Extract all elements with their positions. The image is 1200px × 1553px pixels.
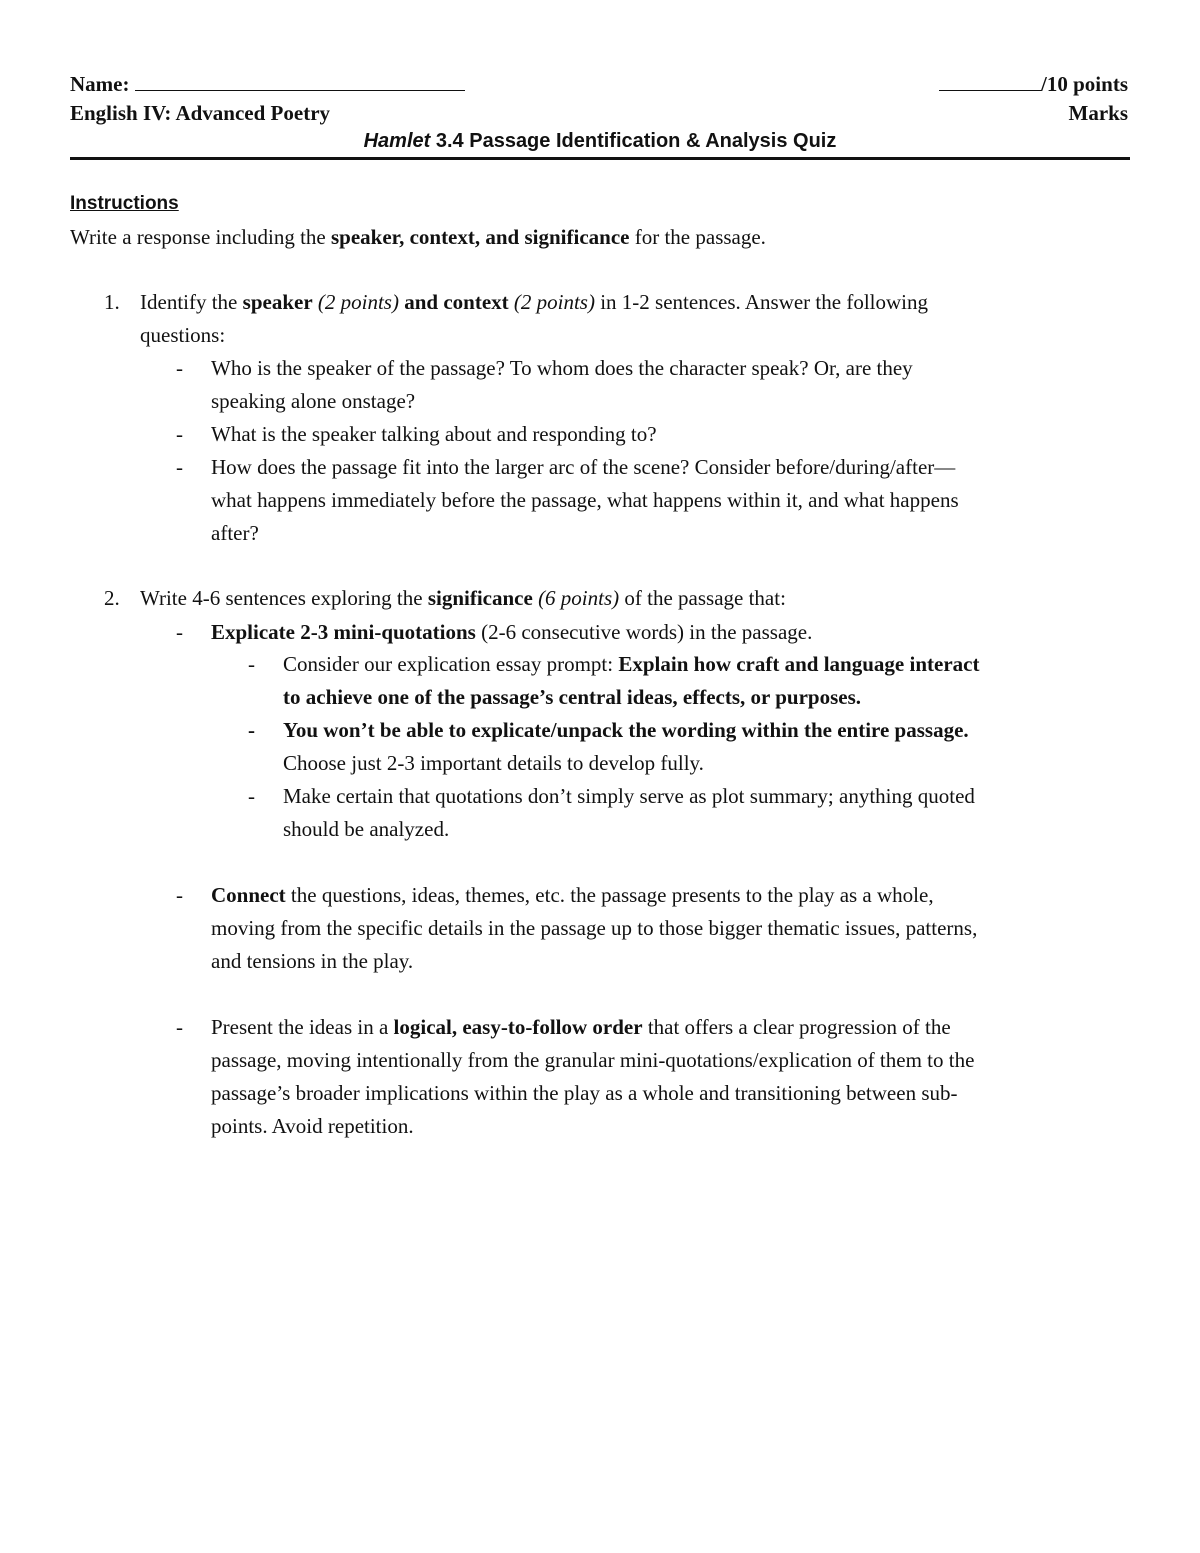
points-field xyxy=(939,72,1128,97)
present-line-3: passage’s broader implications within the play as a whole and transitioning between sub- xyxy=(211,1081,958,1105)
item-1-number: 1. xyxy=(104,290,120,314)
explicate-rest: (2-6 consecutive words) in the passage. xyxy=(475,620,813,644)
page-title xyxy=(70,130,1130,153)
item-1-bullet-3-cont-1: what happens immediately before the passage, what happens within it, and what happens xyxy=(211,488,959,512)
sub-bullet-3: Make certain that quotations don’t simply serve as plot summary; anything quoted xyxy=(283,784,975,808)
bullet-marker-bold: - xyxy=(248,718,255,742)
sub-bullet-1 xyxy=(283,652,979,677)
item-1-line-2: questions: xyxy=(140,323,226,347)
present-text: Present the ideas in a xyxy=(211,1015,394,1039)
item-1-text: Identify the xyxy=(140,290,243,314)
item-1-text-end: in 1-2 sentences. Answer the following xyxy=(594,290,928,314)
item-1-bullet-1: Who is the speaker of the passage? To whom does the character speak? Or, are they xyxy=(211,356,913,380)
present-line-1 xyxy=(211,1015,951,1040)
item-1-bullet-1-cont: speaking alone onstage? xyxy=(211,389,416,413)
sub-bullet-3-cont: should be analyzed. xyxy=(283,817,450,841)
bullet-marker: - xyxy=(176,883,183,907)
instructions-heading: Instructions xyxy=(70,193,179,214)
item-1-line-1 xyxy=(140,290,928,315)
title-rest: 3.4 Passage Identification & Analysis Quiz xyxy=(430,130,837,152)
bullet-marker: - xyxy=(248,784,255,808)
marks-label: Marks xyxy=(1068,101,1128,125)
present-rest: that offers a clear progression of the xyxy=(642,1015,951,1039)
item-1-context: and context xyxy=(404,290,509,314)
present-bold: logical, easy-to-follow order xyxy=(393,1015,643,1039)
header-divider xyxy=(70,157,1130,160)
points-blank[interactable] xyxy=(939,73,1041,91)
sub-bullet-1-prompt-cont: to achieve one of the passage’s central ideas, effects, or purposes. xyxy=(283,685,861,709)
sub-bullet-2-bold: You won’t be able to explicate/unpack the wording within the entire passage. xyxy=(283,718,969,742)
name-blank[interactable] xyxy=(135,73,465,91)
item-1-bullet-3-cont-2: after? xyxy=(211,521,259,545)
bullet-marker: - xyxy=(176,1015,183,1039)
name-label: Name: xyxy=(70,72,130,96)
connect-line-2: moving from the specific details in the passage up to those bigger thematic issues, patterns, xyxy=(211,916,978,940)
item-1-bullet-2: What is the speaker talking about and responding to? xyxy=(211,422,657,446)
item-2-text-end: of the passage that: xyxy=(619,586,786,610)
bullet-marker: - xyxy=(248,652,255,676)
sub-bullet-1-text: Consider our explication essay prompt: xyxy=(283,652,619,676)
item-2-explicate xyxy=(211,620,812,645)
item-1-bullet-3: How does the passage fit into the larger arc of the scene? Consider before/during/after— xyxy=(211,455,956,479)
sub-bullet-2 xyxy=(283,718,969,743)
instructions-text-a: Write a response including the xyxy=(70,225,331,249)
item-2-line-1 xyxy=(140,586,786,611)
item-2-number: 2. xyxy=(104,586,120,610)
explicate-bold: Explicate 2-3 mini-quotations xyxy=(211,620,476,644)
sub-bullet-1-cont xyxy=(283,685,861,710)
sub-bullet-2-cont: Choose just 2-3 important details to develop fully. xyxy=(283,751,704,775)
title-play-name: Hamlet xyxy=(363,130,431,152)
course-label: English IV: Advanced Poetry xyxy=(70,101,331,125)
header-row-2 xyxy=(70,101,1130,126)
points-label: /10 points xyxy=(1041,72,1128,96)
item-1-points-b: (2 points) xyxy=(513,290,595,314)
connect-line-1 xyxy=(211,883,934,908)
item-2-points: (6 points) xyxy=(538,586,620,610)
bullet-marker: - xyxy=(176,620,183,644)
item-2-text: Write 4-6 sentences exploring the xyxy=(140,586,428,610)
bullet-marker: - xyxy=(176,422,183,446)
sub-bullet-1-prompt: Explain how craft and language interact xyxy=(618,652,980,676)
instructions-text-b: speaker, context, and significance xyxy=(331,225,630,249)
instructions-text-c: for the passage. xyxy=(629,225,766,249)
bullet-marker: - xyxy=(176,356,183,380)
bullet-marker xyxy=(248,718,255,743)
bullet-marker: - xyxy=(176,455,183,479)
present-line-2: passage, moving intentionally from the granular mini-quotations/explication of them to the xyxy=(211,1048,975,1072)
instructions-text xyxy=(70,225,766,250)
present-line-4: points. Avoid repetition. xyxy=(211,1114,414,1138)
item-2-significance: significance xyxy=(427,586,533,610)
connect-rest: the questions, ideas, themes, etc. the passage presents to the play as a whole, xyxy=(285,883,934,907)
connect-bold: Connect xyxy=(211,883,286,907)
item-1-points-a: (2 points) xyxy=(317,290,399,314)
header-row-1 xyxy=(70,72,1130,97)
connect-line-3: and tensions in the play. xyxy=(211,949,414,973)
item-1-speaker: speaker xyxy=(242,290,313,314)
